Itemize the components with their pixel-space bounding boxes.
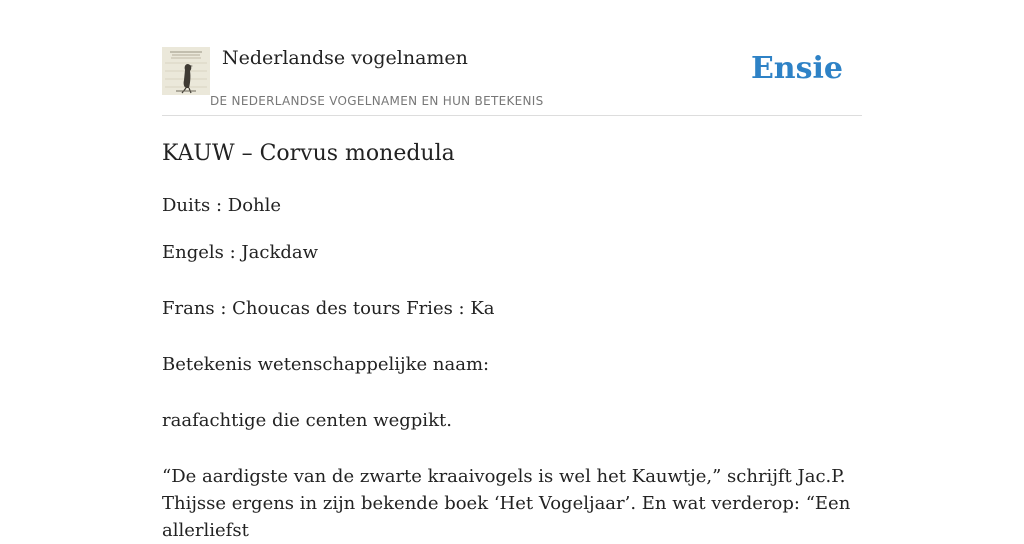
scientific-name-meaning: raafachtige die centen wegpikt. (162, 410, 452, 431)
translation-french-frisian: Frans : Choucas des tours Fries : Ka (162, 298, 495, 319)
site-avatar[interactable] (162, 47, 210, 95)
site-subtitle: DE NEDERLANDSE VOGELNAMEN EN HUN BETEKENIS (210, 94, 544, 108)
article-paragraph: “De aardigste van de zwarte kraaivogels is wel het Kauwtje,” schrijft Jac.P. Thijsse ergens in zijn bekende boek ‘Het Vogeljaar’. En wat verderop: “Een allerliefst (162, 466, 851, 541)
site-header (162, 44, 862, 116)
bird-book-cover-icon (162, 47, 210, 95)
article-title: KAUW – Corvus monedula (162, 141, 455, 166)
scientific-name-heading: Betekenis wetenschappelijke naam: (162, 354, 490, 375)
article (162, 138, 862, 541)
translation-german: Duits : Dohle (162, 195, 282, 216)
brand-logo[interactable]: Ensie (750, 51, 843, 86)
translation-english: Engels : Jackdaw (162, 242, 319, 263)
site-title[interactable]: Nederlandse vogelnamen (222, 47, 468, 69)
